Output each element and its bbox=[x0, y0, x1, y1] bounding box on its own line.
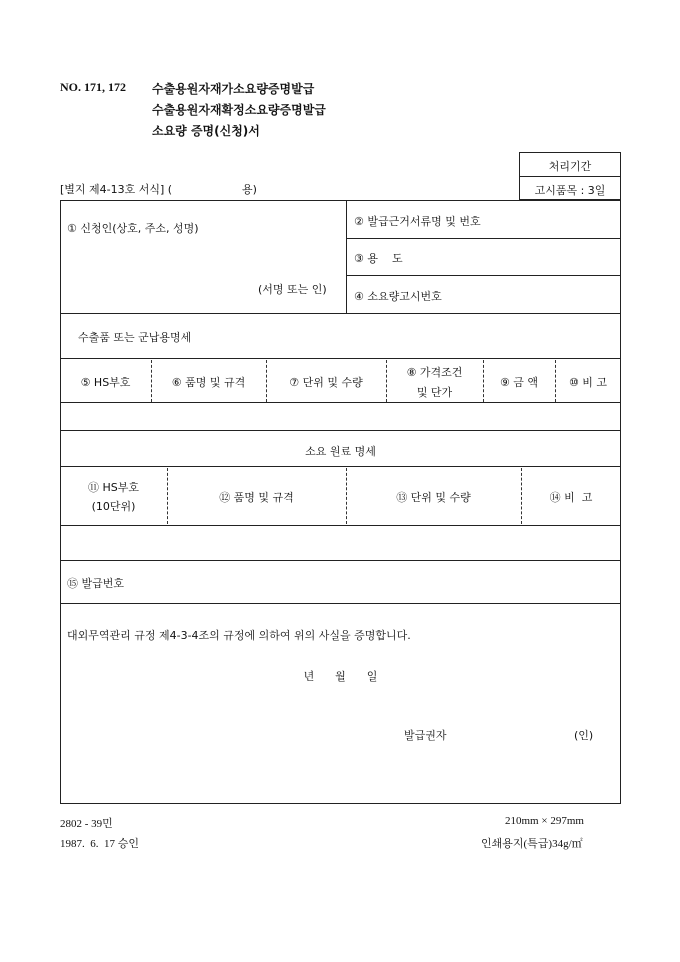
export-section-title: 수출품 또는 군납용명세 bbox=[78, 331, 192, 344]
doc-label: ② 발급근거서류명 및 번호 bbox=[354, 215, 481, 228]
usage-label: ③ 용 도 bbox=[354, 252, 403, 265]
col-unit-qty: ⑦ 단위 및 수량 bbox=[289, 376, 363, 389]
sign-label: (서명 또는 인) bbox=[258, 283, 327, 296]
footer-paper-size: 210mm × 297mm bbox=[505, 815, 584, 827]
mat-col-unit-qty: ⑬ 단위 및 수량 bbox=[396, 491, 471, 504]
mat-col-hs-digits: (10단위) bbox=[91, 500, 136, 513]
notice-number-label: ④ 소요량고시번호 bbox=[354, 290, 442, 303]
issuer-label: 발급권자 bbox=[404, 729, 447, 742]
footer-approval: 1987. 6. 17 승인 bbox=[60, 838, 140, 850]
col-price-terms: ⑧ 가격조건 bbox=[406, 366, 463, 379]
applicant-label: ① 신청인(상호, 주소, 성명) bbox=[67, 222, 199, 235]
form-reference: [별지 제4-13호 서식] ( 용) bbox=[60, 183, 257, 196]
material-section-title: 소요 원료 명세 bbox=[305, 445, 376, 458]
seal-label: (인) bbox=[574, 729, 594, 742]
col-unit-price: 및 단가 bbox=[416, 386, 453, 399]
footer-code: 2802 - 39민 bbox=[60, 818, 113, 830]
mat-col-remarks: ⑭ 비 고 bbox=[549, 491, 593, 504]
title-line-3: 소요량 증명(신청)서 bbox=[152, 124, 260, 138]
title-line-1: 수출용원자재가소요량증명발급 bbox=[152, 82, 315, 96]
processing-label: 처리기간 bbox=[548, 160, 592, 173]
certify-statement: 대외무역관리 규정 제4-3-4조의 규정에 의하여 위의 사실을 증명합니다. bbox=[67, 629, 411, 642]
issue-number-label: ⑮ 발급번호 bbox=[67, 577, 125, 590]
title-line-2: 수출용원자재확정소요량증명발급 bbox=[152, 103, 326, 117]
certify-date: 년 월 일 bbox=[303, 670, 378, 683]
processing-value: 고시품목 : 3일 bbox=[534, 184, 606, 197]
footer-paper-type: 인쇄용지(특급)34g/㎡ bbox=[481, 838, 583, 850]
col-item-spec: ⑥ 품명 및 규격 bbox=[171, 376, 246, 389]
mat-col-hs-code: ⑪ HS부호 bbox=[87, 481, 139, 494]
col-amount: ⑨ 금 액 bbox=[499, 376, 539, 389]
form-number: NO. 171, 172 bbox=[60, 80, 126, 94]
mat-col-item-spec: ⑫ 품명 및 규격 bbox=[219, 491, 294, 504]
col-hs-code: ⑤ HS부호 bbox=[80, 376, 131, 389]
col-remarks: ⑩ 비 고 bbox=[568, 376, 608, 389]
